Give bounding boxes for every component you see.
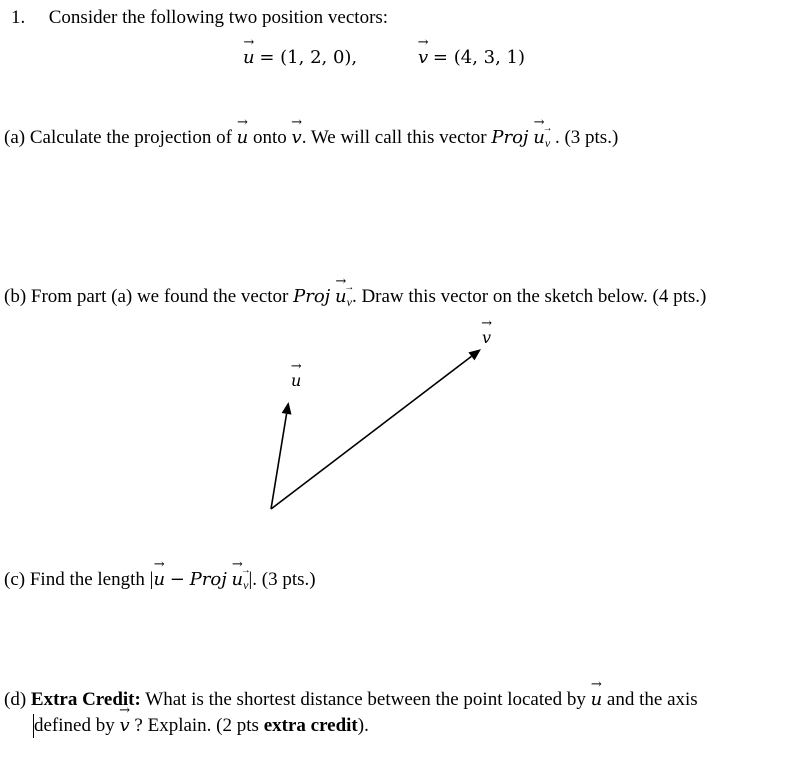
part-d-text4: ? Explain. (2 pts	[134, 715, 259, 736]
part-a-u-symbol: → u	[237, 127, 249, 149]
part-b-proj: Proj	[293, 286, 331, 307]
part-c-text1: Find the length |	[29, 569, 154, 590]
part-d-extra-credit: Extra Credit:	[30, 689, 141, 710]
question-intro: Consider the following two position vectors:	[48, 7, 389, 28]
part-d-text5: ).	[357, 715, 369, 736]
part-a-proj: Proj	[491, 127, 529, 148]
part-a-proj-v-sub: → v	[545, 132, 550, 154]
u-vector-arrow	[271, 414, 287, 509]
part-c-proj: Proj	[189, 569, 227, 590]
part-d-text3: defined by	[34, 715, 115, 736]
text-cursor	[33, 714, 34, 738]
question-number: 1.	[11, 7, 26, 28]
part-a-text3: . We will call this vector	[301, 127, 487, 148]
part-c	[4, 569, 316, 596]
v-vector-symbol: → v	[418, 47, 428, 69]
sketch-u-label: → u	[291, 371, 301, 390]
part-a-v-symbol: → v	[292, 127, 302, 149]
part-b-proj-v-sub: → v	[347, 291, 352, 313]
part-d-line2	[34, 715, 369, 737]
part-d-extra-credit-inline: extra credit	[263, 715, 358, 736]
sketch-v-label: → v	[482, 328, 491, 347]
part-b-text1: From part (a) we found the vector	[30, 286, 289, 307]
part-c-u-symbol: → u	[153, 569, 165, 591]
part-d-text1: What is the shortest distance between the point located by	[145, 689, 586, 710]
v-arrowhead	[468, 349, 481, 360]
part-c-text2: |. (3 pts.)	[248, 569, 316, 590]
part-a-proj-u: → u	[533, 127, 545, 149]
part-a-label: (a)	[4, 127, 26, 148]
part-a-text1: Calculate the projection of	[29, 127, 232, 148]
part-d-v-symbol: → v	[119, 715, 129, 737]
part-d-u-symbol: → u	[591, 689, 603, 711]
u-vector-symbol: → u	[243, 47, 255, 69]
v-vector-value: = (4, 3, 1)	[432, 47, 526, 68]
part-d-line1	[4, 689, 698, 711]
part-c-label: (c)	[4, 569, 26, 590]
u-vector-value: = (1, 2, 0),	[259, 47, 358, 68]
u-arrowhead	[282, 402, 292, 415]
part-b-label: (b)	[4, 286, 27, 307]
part-a-text4: . (3 pts.)	[554, 127, 619, 148]
part-b-proj-u: → u	[335, 286, 347, 308]
part-c-proj-v-sub: → v	[243, 574, 248, 596]
part-c-minus: −	[169, 569, 185, 590]
part-a-text2: onto	[253, 127, 287, 148]
part-d-text2: and the axis	[606, 689, 698, 710]
part-d-label: (d)	[4, 689, 27, 710]
part-c-proj-u: → u	[232, 569, 244, 591]
part-b-text2: . Draw this vector on the sketch below. (4 pts.)	[351, 286, 707, 307]
